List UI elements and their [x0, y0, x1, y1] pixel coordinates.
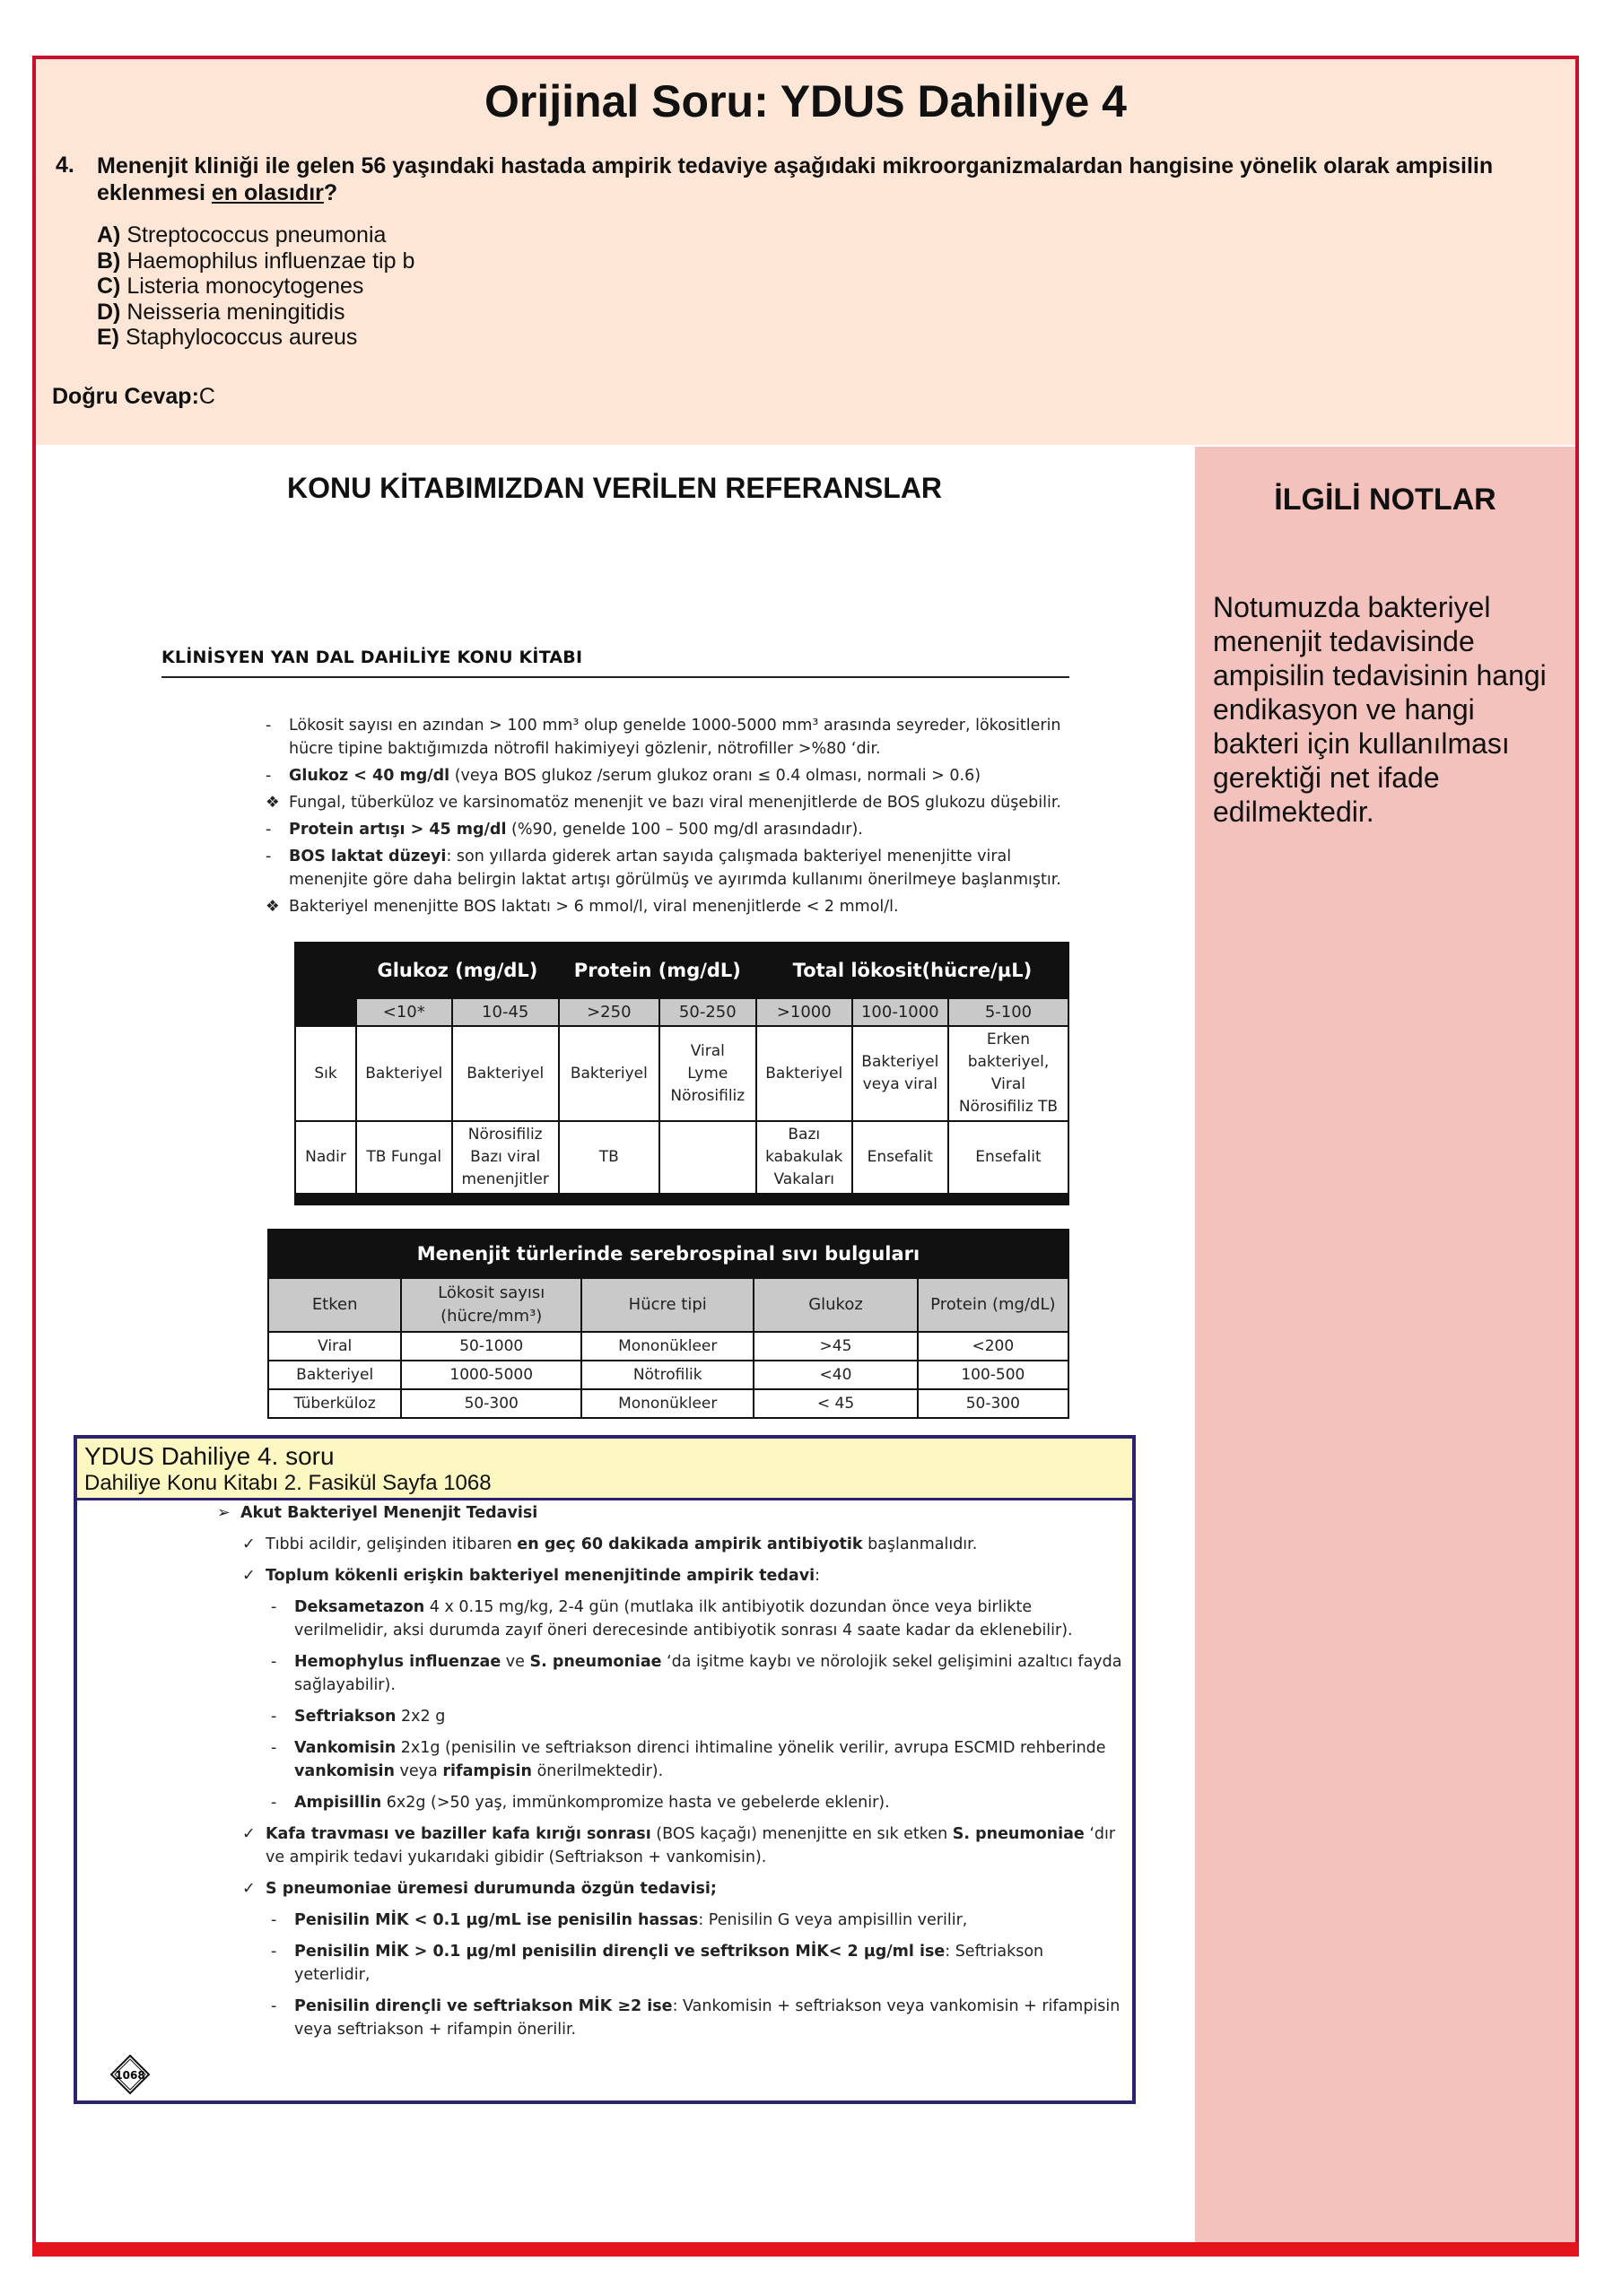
reference-bullet: - Glukoz < 40 mg/dl (veya BOS glukoz /serum glukoz oranı ≤ 0.4 olması, normali > 0.6) [266, 767, 981, 785]
table-cell: 50-1000 [401, 1332, 581, 1361]
question-text [97, 152, 1496, 206]
table-subheader: >1000 [756, 998, 852, 1026]
answer-value: C [198, 384, 215, 409]
treatment-item: - Seftriakson 2x2 g [271, 1708, 446, 1726]
table-row-label: Nadir [295, 1121, 356, 1194]
table-subheader: 50-250 [659, 998, 756, 1026]
answer-options [97, 222, 414, 351]
treatment-item: - Hemophylus influenzae ve S. pneumoniae ‘da işitme kaybı ve nörolojik sekel gelişimini azaltıcı fayda sağlayabilir). [271, 1653, 1122, 1694]
reference-excerpt-title: YDUS Dahiliye 4. soru [84, 1442, 335, 1470]
table-cell: Mononükleer [581, 1332, 754, 1361]
treatment-item: ✓ Toplum kökenli erişkin bakteriyel menenjitinde ampirik tedavi: [242, 1567, 821, 1585]
table-row [268, 1332, 1068, 1361]
treatment-item: - Vankomisin 2x1g (penisilin ve seftriakson direnci ihtimaline yönelik verilir, avrupa ESCMID rehberinde vankomisin veya rifampisin önerilmektedir). [271, 1739, 1106, 1780]
reference-bullet: ❖ Bakteriyel menenjitte BOS laktatı > 6 mmol/l, viral menenjitlerde < 2 mmol/l. [266, 898, 899, 916]
table-column-header: Protein (mg/dL) [918, 1278, 1068, 1332]
option-c: C) Listeria monocytogenes [97, 274, 364, 299]
page-number-badge [109, 2054, 151, 2095]
treatment-list [217, 1501, 1123, 2049]
csf-findings-table [267, 1229, 1069, 1419]
table-cell: Mononükleer [581, 1389, 754, 1418]
table-row-label: Sık [295, 1026, 356, 1121]
table-group-header: Total lökosit(hücre/µL) [756, 943, 1068, 998]
reference-bullets [266, 714, 1073, 922]
reference-excerpt-box [74, 1435, 1136, 2104]
table-cell: Bakteriyel [452, 1026, 559, 1121]
treatment-item: - Penisilin MİK < 0.1 µg/mL ise penisilin hassas: Penisilin G veya ampisillin verilir, [271, 1911, 968, 1929]
table-cell: Ensefalit [948, 1121, 1068, 1194]
table-cell: Ensefalit [852, 1121, 948, 1194]
reference-excerpt-header [77, 1439, 1132, 1500]
table-cell: Bakteriyel [356, 1026, 452, 1121]
option-e: E) Staphylococcus aureus [97, 325, 358, 350]
table-row [268, 1389, 1068, 1418]
notes-title: İLGİLİ NOTLAR [1274, 483, 1496, 517]
table-cell: <200 [918, 1332, 1068, 1361]
treatment-item: - Penisilin MİK > 0.1 µg/ml penisilin dirençli ve seftrikson MİK< 2 µg/ml ise: Seftriakson yeterlidir, [271, 1943, 1044, 1984]
option-a: A) Streptococcus pneumonia [97, 222, 387, 248]
table-column-header: Etken [268, 1278, 401, 1332]
answer-label: Doğru Cevap: [52, 384, 199, 409]
notes-panel [1195, 447, 1575, 2242]
table-title: Menenjit türlerinde serebrospinal sıvı bulguları [268, 1230, 1068, 1278]
book-label: KLİNİSYEN YAN DAL DAHİLİYE KONU KİTABI [161, 648, 583, 667]
table-cell: 50-300 [918, 1389, 1068, 1418]
question-mark: ? [323, 180, 338, 205]
question-text-emphasis: en olasıdır [211, 180, 324, 205]
table-cell: Bakteriyel veya viral [852, 1026, 948, 1121]
question-number: 4. [56, 152, 74, 178]
reference-bullet: - Protein artışı > 45 mg/dl (%90, genelde 100 – 500 mg/dl arasındadır). [266, 821, 863, 839]
table-cell: >45 [754, 1332, 917, 1361]
treatment-item: - Penisilin dirençli ve seftriakson MİK ≥2 ise: Vankomisin + seftriakson veya vankomisin + rifampisin veya seftriakson + rifampin önerilir. [271, 1997, 1121, 2039]
treatment-item: ✓ Tıbbi acildir, gelişinden itibaren en geç 60 dakikada ampirik antibiyotik başlanmalıdır. [242, 1535, 978, 1553]
page-title: Orijinal Soru: YDUS Dahiliye 4 [484, 76, 1127, 126]
table-cell [659, 1121, 756, 1194]
treatment-item: ✓ S pneumoniae üremesi durumunda özgün tedavisi; [242, 1880, 717, 1898]
table-row [295, 1026, 1068, 1121]
table-group-header: Glukoz (mg/dL) [356, 943, 559, 998]
table-cell: Bakteriyel [559, 1026, 659, 1121]
bottom-red-bar [32, 2242, 1579, 2257]
reference-bullet: - Lökosit sayısı en azından > 100 mm³ olup genelde 1000-5000 mm³ arasında seyreder, lökositlerin hücre tipine baktığımızda nötrofil hakimiyeyi gözlenir, nötrofiller >%80 ‘dir. [266, 717, 1061, 758]
table-cell: Viral Lyme Nörosifiliz [659, 1026, 756, 1121]
table-row [295, 1121, 1068, 1194]
table-cell: Viral [268, 1332, 401, 1361]
table-subheader: 5-100 [948, 998, 1068, 1026]
table-cell: TB [559, 1121, 659, 1194]
book-divider [161, 676, 1069, 678]
table-cell: 1000-5000 [401, 1361, 581, 1389]
option-d: D) Neisseria meningitidis [97, 299, 345, 325]
treatment-item: ➢ Akut Bakteriyel Menenjit Tedavisi [217, 1504, 538, 1522]
notes-text: Notumuzda bakteriyel menenjit tedavisinde ampisilin tedavisinin hangi endikasyon ve hangi bakteri için kullanılması gerektiği net ifade edilmektedir. [1213, 591, 1547, 828]
page-number-badge-text: 1068 [115, 2069, 145, 2082]
reference-title: KONU KİTABIMIZDAN VERİLEN REFERANSLAR [286, 472, 943, 504]
csf-summary-table [294, 942, 1069, 1205]
question-text-main: Menenjit kliniği ile gelen 56 yaşındaki hastada ampirik tedaviye aşağıdaki mikroorganizmalardan hangisine yönelik olarak ampisilin eklenmesi [97, 153, 1494, 205]
correct-answer [52, 384, 215, 410]
table-cell: Erken bakteriyel, Viral Nörosifiliz TB [948, 1026, 1068, 1121]
table-cell: <40 [754, 1361, 917, 1389]
table-column-header: Lökosit sayısı (hücre/mm³) [401, 1278, 581, 1332]
table-row [268, 1361, 1068, 1389]
option-b: B) Haemophilus influenzae tip b [97, 248, 415, 274]
reference-bullet: - BOS laktat düzeyi: son yıllarda giderek artan sayıda çalışmada bakteriyel menenjitte viral menenjite göre daha belirgin laktat artışı görülmüş ve ayırımda kullanımı önerilmeye başlanmıştır. [266, 848, 1061, 889]
table-column-header: Hücre tipi [581, 1278, 754, 1332]
table-cell: Nötrofilik [581, 1361, 754, 1389]
question-header [36, 59, 1575, 445]
table-cell: Bazı kabakulak Vakaları [756, 1121, 852, 1194]
table-cell: < 45 [754, 1389, 917, 1418]
table-cell: 100-500 [918, 1361, 1068, 1389]
table-cell: Tüberküloz [268, 1389, 401, 1418]
reference-excerpt-source: Dahiliye Konu Kitabı 2. Fasikül Sayfa 1068 [84, 1471, 492, 1495]
table-subheader: 10-45 [452, 998, 559, 1026]
reference-bullet: ❖ Fungal, tüberküloz ve karsinomatöz menenjit ve bazı viral menenjitlerde de BOS glukozu düşebilir. [266, 794, 1061, 812]
treatment-item: - Deksametazon 4 x 0.15 mg/kg, 2-4 gün (mutlaka ilk antibiyotik dozundan önce veya birlikte verilmelidir, aksi durumda zayıf öneri derecesinde antibiyotik sonrası 4 saate kadar da eklenebilir). [271, 1598, 1073, 1639]
treatment-item: ✓ Kafa travması ve baziller kafa kırığı sonrası (BOS kaçağı) menenjitte en sık etken S. pneumoniae ‘dır ve ampirik tedavi yukarıdaki gibidir (Seftriakson + vankomisin). [242, 1825, 1116, 1866]
table-subheader: >250 [559, 998, 659, 1026]
table-cell: Bakteriyel [268, 1361, 401, 1389]
table-cell: 50-300 [401, 1389, 581, 1418]
table-cell: TB Fungal [356, 1121, 452, 1194]
table-cell: Bakteriyel [756, 1026, 852, 1121]
table-group-header: Protein (mg/dL) [559, 943, 756, 998]
table-column-header: Glukoz [754, 1278, 917, 1332]
table-subheader: 100-1000 [852, 998, 948, 1026]
treatment-item: - Ampisillin 6x2g (>50 yaş, immünkompromize hasta ve gebelerde eklenir). [271, 1794, 890, 1812]
table-cell: Nörosifiliz Bazı viral menenjitler [452, 1121, 559, 1194]
table-subheader: <10* [356, 998, 452, 1026]
